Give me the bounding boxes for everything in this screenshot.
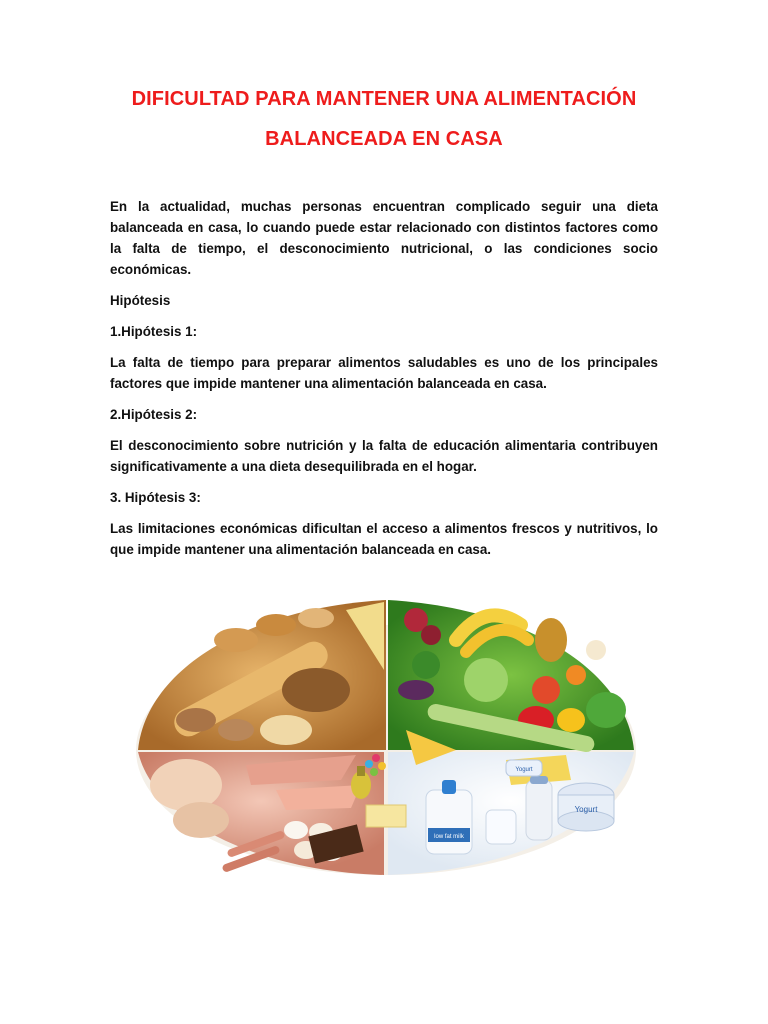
section-heading: Hipótesis <box>110 293 171 308</box>
hypothesis-3-text: Las limitaciones económicas dificultan el acceso a alimentos frescos y nutritivos, lo que impide mantener una alimentación balanceada en casa. <box>110 521 658 557</box>
balanced-diet-food-plate-image <box>126 580 646 880</box>
hypothesis-1-label: 1.Hipótesis 1: <box>110 324 198 339</box>
document-title-line-2: BALANCEADA EN CASA <box>265 128 503 150</box>
hypothesis-3-label: 3. Hipótesis 3: <box>110 490 201 505</box>
milk-label: low fat milk <box>434 834 464 840</box>
protein-section <box>138 752 384 875</box>
yogurt-label-b: Yogurt <box>574 805 598 814</box>
hypothesis-2-label: 2.Hipótesis 2: <box>110 407 198 422</box>
fruits-vegetables-section <box>388 600 634 753</box>
document-body <box>110 196 658 570</box>
intro-paragraph: En la actualidad, muchas personas encuentran complicado seguir una dieta balanceada en casa, lo cuando puede estar relacionado con distintos factores como la falta de tiempo, el desconocimiento nutricional, o las condiciones socio económicas. <box>110 199 658 277</box>
yogurt-label-a: Yogurt <box>515 767 533 773</box>
hypothesis-2-text: El desconocimiento sobre nutrición y la falta de educación alimentaria contribuyen significativamente a una dieta desequilibrada en el hogar. <box>110 438 658 474</box>
grains-section <box>138 600 386 750</box>
hypothesis-1-text: La falta de tiempo para preparar alimentos saludables es uno de los principales factores que impide mantener una alimentación balanceada en casa. <box>110 355 658 391</box>
document-title-line-1: DIFICULTAD PARA MANTENER UNA ALIMENTACIÓN <box>131 88 637 110</box>
